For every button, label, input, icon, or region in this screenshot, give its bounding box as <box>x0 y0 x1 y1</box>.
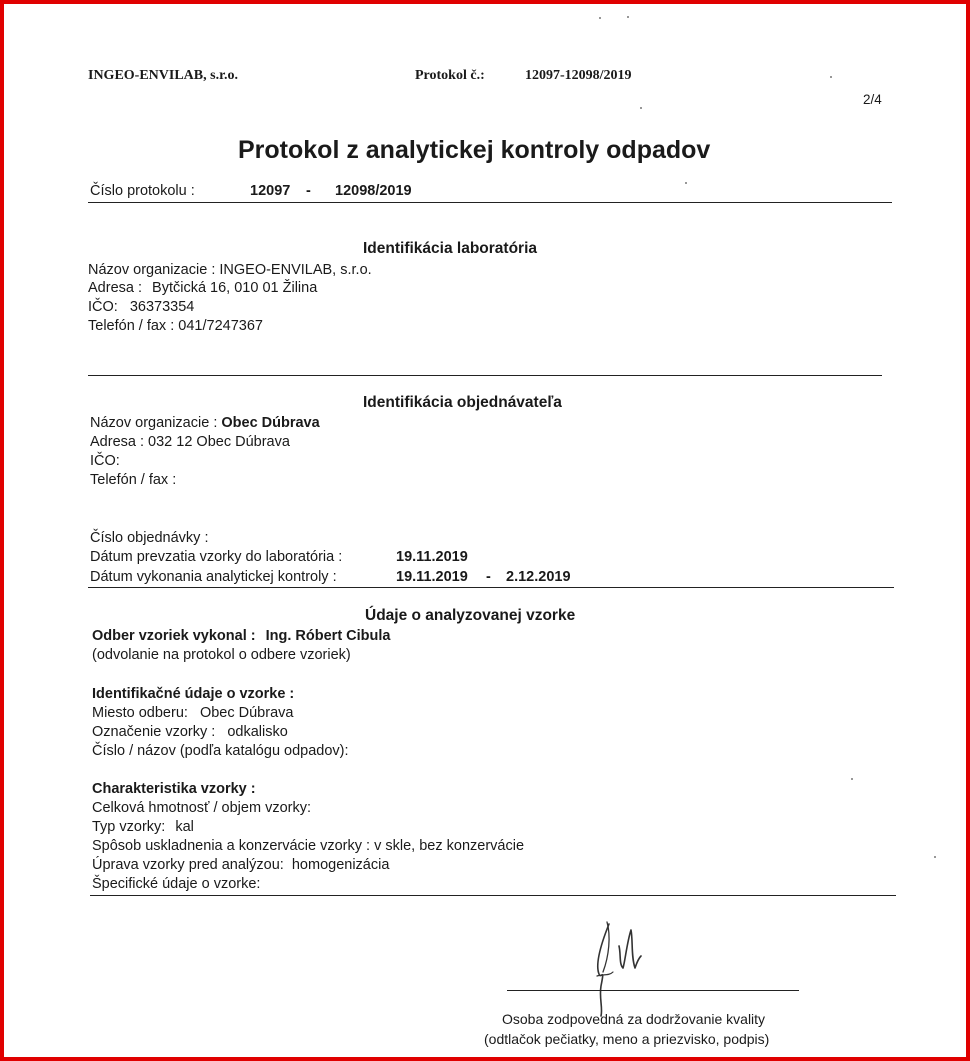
signature-image <box>579 916 659 1026</box>
taken-by-label: Odber vzoriek vykonal : <box>92 628 256 644</box>
lab-name-row <box>88 262 372 278</box>
protocol-number-to: 12098/2019 <box>335 183 412 199</box>
type-label: Typ vzorky: <box>92 819 166 835</box>
scan-speck <box>830 76 832 78</box>
analysis-label: Dátum vykonania analytickej kontroly : <box>90 569 337 585</box>
protocol-number-label: Číslo protokolu : <box>90 183 195 199</box>
mark-row <box>92 724 288 740</box>
storage-row <box>92 838 524 854</box>
analysis-date-from: 19.11.2019 <box>396 569 468 585</box>
type-row <box>92 819 194 835</box>
client-address-row <box>90 434 290 450</box>
weight-label: Celková hmotnosť / objem vzorky: <box>92 800 311 816</box>
mark-label: Označenie vzorky : <box>92 724 216 740</box>
taken-by-name: Ing. Róbert Cibula <box>265 628 391 644</box>
specific-label: Špecifické údaje o vzorke: <box>92 876 261 892</box>
signature-line <box>507 990 799 991</box>
scan-speck <box>640 107 642 109</box>
client-name: Obec Dúbrava <box>221 415 320 431</box>
mark-value: odkalisko <box>227 724 288 740</box>
protocol-number-from: 12097 <box>250 183 291 199</box>
prep-label: Úprava vzorky pred analýzou: <box>92 857 284 873</box>
order-number-label: Číslo objednávky : <box>90 530 209 546</box>
signature-caption-2: (odtlačok pečiatky, meno a priezvisko, podpis) <box>484 1031 770 1047</box>
divider-protocol <box>88 202 892 203</box>
scan-speck <box>599 17 601 19</box>
place-value: Obec Dúbrava <box>199 705 294 721</box>
lab-heading: Identifikácia laboratória <box>363 240 537 257</box>
lab-ico: 36373354 <box>129 299 195 315</box>
scan-speck <box>934 856 936 858</box>
taken-by-row <box>92 628 390 644</box>
lab-name-label: Názov organizacie : <box>88 262 216 278</box>
scan-speck <box>851 778 853 780</box>
page-number: 2/4 <box>863 92 882 107</box>
signature-caption-1: Osoba zodpovedná za dodržovanie kvality <box>502 1011 766 1027</box>
char-heading: Charakteristika vzorky : <box>92 781 256 797</box>
client-address: 032 12 Obec Dúbrava <box>148 434 290 450</box>
received-date: 19.11.2019 <box>396 549 468 565</box>
catalog-label: Číslo / názov (podľa katalógu odpadov): <box>92 743 349 759</box>
client-address-label: Adresa : <box>90 434 144 450</box>
lab-address-label: Adresa : <box>88 280 142 296</box>
lab-ico-row <box>88 299 194 315</box>
lab-address-row <box>88 280 317 296</box>
header-company: INGEO-ENVILAB, s.r.o. <box>88 68 239 83</box>
lab-phone-row <box>88 318 263 334</box>
lab-ico-label: IČO: <box>88 299 118 315</box>
analysis-date-dash: - <box>486 569 491 585</box>
client-name-row <box>90 415 320 431</box>
lab-phone: 041/7247367 <box>178 318 263 334</box>
lab-address: Bytčická 16, 010 01 Žilina <box>152 280 318 296</box>
taken-by-note: (odvolanie na protokol o odbere vzoriek) <box>92 647 351 663</box>
prep-value: homogenizácia <box>291 857 390 873</box>
client-ico-label: IČO: <box>90 453 120 469</box>
protocol-number-dash: - <box>306 183 311 199</box>
header-protocol-number: 12097-12098/2019 <box>525 68 632 83</box>
storage-value: v skle, bez konzervácie <box>374 838 525 854</box>
document-title: Protokol z analytickej kontroly odpadov <box>238 136 711 164</box>
lab-phone-label: Telefón / fax : <box>88 318 175 334</box>
client-name-label: Názov organizacie : <box>90 415 218 431</box>
divider-lab <box>88 375 882 376</box>
lab-name: INGEO-ENVILAB, s.r.o. <box>219 262 372 278</box>
type-value: kal <box>175 819 194 835</box>
scan-speck <box>685 182 687 184</box>
divider-dates <box>88 587 894 588</box>
header-protocol-label: Protokol č.: <box>415 68 485 83</box>
client-heading: Identifikácia objednávateľa <box>363 394 562 411</box>
prep-row <box>92 857 389 873</box>
place-row <box>92 705 293 721</box>
sample-heading: Údaje o analyzovanej vzorke <box>365 607 576 624</box>
client-phone-label: Telefón / fax : <box>90 472 177 488</box>
place-label: Miesto odberu: <box>92 705 188 721</box>
ident-heading: Identifikačné údaje o vzorke : <box>92 686 295 702</box>
analysis-date-to: 2.12.2019 <box>506 569 571 585</box>
scan-speck <box>627 16 629 18</box>
received-label: Dátum prevzatia vzorky do laboratória : <box>90 549 343 565</box>
divider-sample <box>90 895 896 896</box>
storage-label: Spôsob uskladnenia a konzervácie vzorky : <box>92 838 371 854</box>
